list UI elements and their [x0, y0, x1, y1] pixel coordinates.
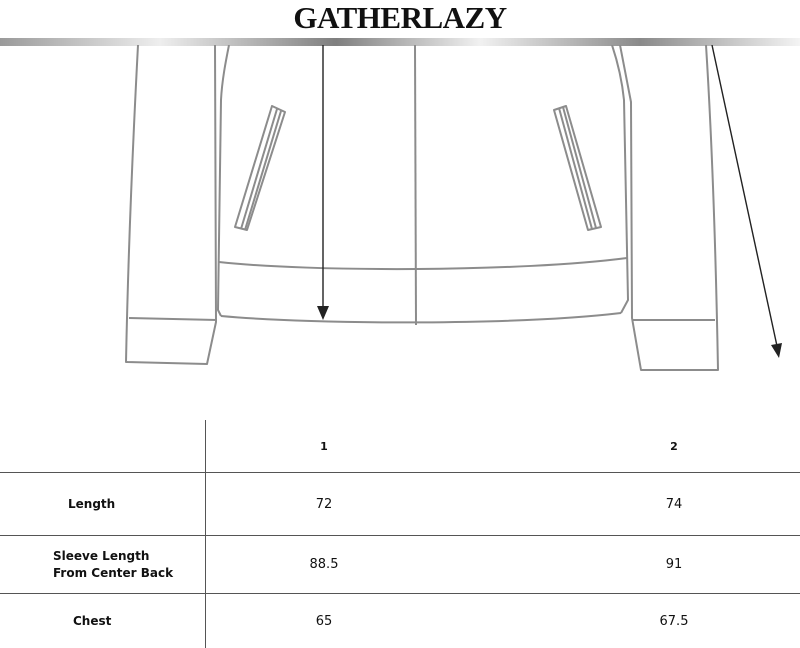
center-zipper [415, 45, 416, 325]
chest-size-1: 65 [206, 594, 644, 648]
body-right-side [612, 45, 628, 313]
table-row [0, 594, 800, 648]
hem-line [221, 313, 621, 322]
sleeve-size-2 [644, 536, 800, 594]
size-2-value: 74 [644, 497, 704, 512]
waistband-top [219, 258, 627, 269]
length-size-1: 72 [206, 473, 644, 536]
size-2-value: 67.5 [644, 614, 704, 629]
table-header-row [0, 420, 800, 473]
size-2-value: 2 [644, 440, 704, 453]
row-label-length: Length [0, 473, 205, 536]
chest-size-2 [644, 594, 800, 648]
row-label-sleeve [0, 536, 205, 594]
jacket-diagram [0, 45, 800, 380]
header-size-1: 1 [206, 420, 644, 473]
length-arrowhead [317, 306, 329, 320]
right-sleeve-outline [620, 45, 718, 370]
row-label-chest: Chest [0, 594, 205, 648]
table-row [0, 473, 800, 536]
brand-title: GATHERLAZY [0, 0, 800, 36]
sleeve-length-arrow [712, 45, 777, 346]
left-cuff-line [129, 318, 217, 320]
row-label-sleeve-line2: From Center Back [53, 566, 173, 580]
row-label-sleeve-line1: Sleeve Length [53, 549, 149, 563]
table-row [0, 536, 800, 594]
size-2-value: 91 [644, 557, 704, 572]
size-table [0, 420, 800, 648]
right-pocket [554, 106, 601, 230]
body-left-side [218, 45, 229, 316]
length-size-2 [644, 473, 800, 536]
header-size-2 [644, 420, 800, 473]
sleeve-arrowhead [771, 343, 782, 358]
sleeve-size-1: 88.5 [206, 536, 644, 594]
left-sleeve-outline [126, 45, 216, 364]
header-empty-cell [0, 420, 205, 473]
